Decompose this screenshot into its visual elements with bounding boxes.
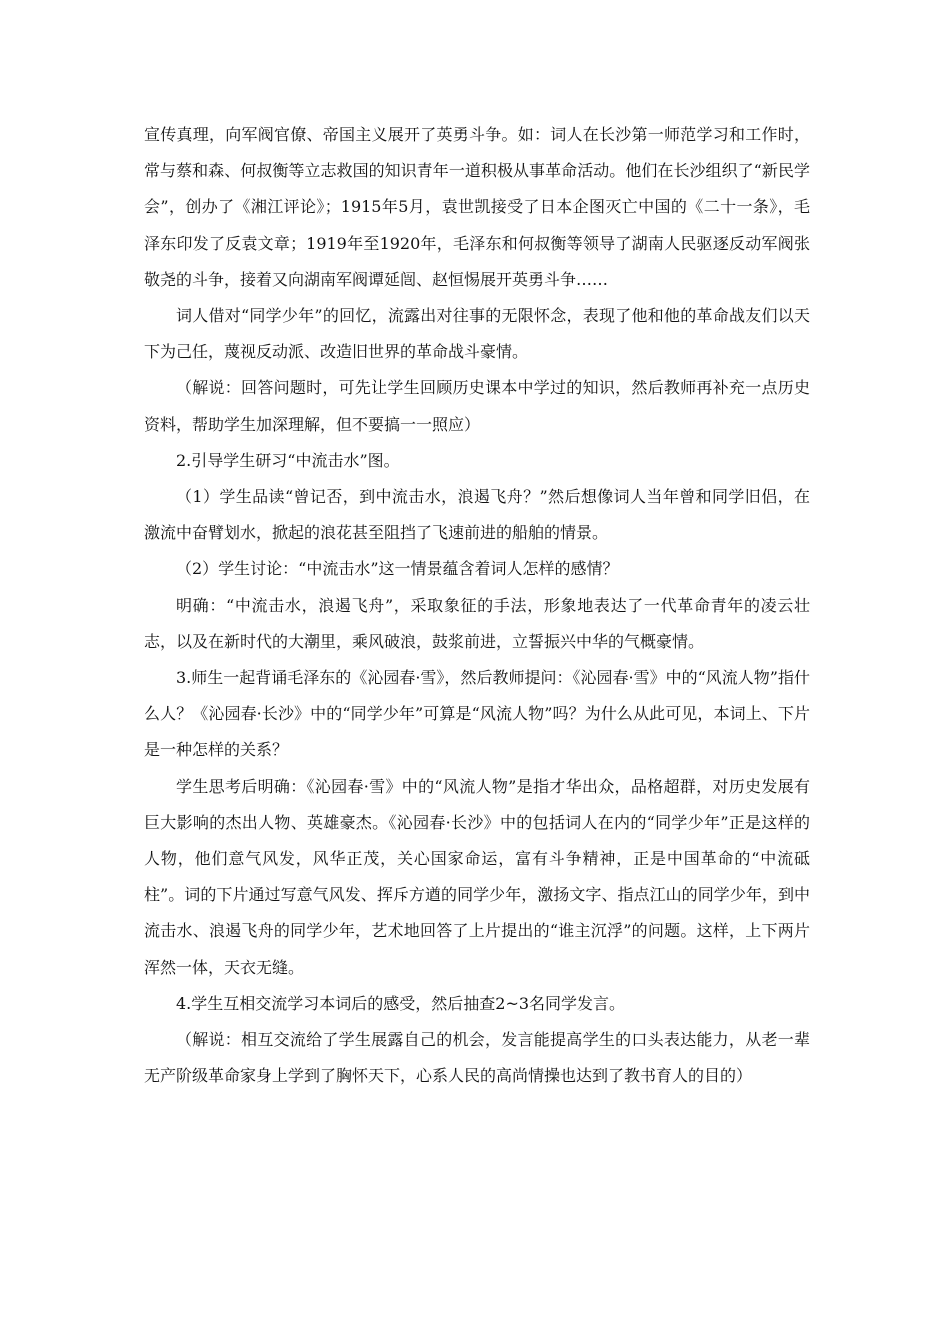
paragraph-clarification-2: 学生思考后明确：《沁园春·雪》中的“风流人物”是指才华出众，品格超群，对历史发展有巨大影响的杰出人物、英雄豪杰。《沁园春·长沙》中的包括词人在内的“同学少年”正是这样的人物，他们意气风发，风华正茂，关心国家命运，富有斗争精神，正是中国革命的“中流砥柱”。词的下片通过写意气风发、挥斥方遒的同学少年，激扬文字、指点江山的同学少年，到中流击水、浪遏飞舟的同学少年，艺术地回答了上片提出的“谁主沉浮”的问题。这样，上下两片浑然一体，天衣无缝。	[144, 776, 810, 977]
paragraph-recollection: 词人借对“同学少年”的回忆，流露出对往事的无限怀念，表现了他和他的革命战友们以天下为己任，蔑视反动派、改造旧世界的革命战斗豪情。	[144, 306, 810, 362]
paragraph-history-context: 宣传真理，向军阀官僚、帝国主义展开了英勇斗争。如：词人在长沙第一师范学习和工作时，常与蔡和森、何叔衡等立志救国的知识青年一道积极从事革命活动。他们在长沙组织了“新民学会”，创办了《湘江评论》；1915年5月，袁世凯接受了日本企图灭亡中国的《二十一条》，毛泽东印发了反袁文章；1919年至1920年，毛泽东和何叔衡等领导了湖南人民驱逐反动军阀张敬尧的斗争，接着又向湖南军阀谭延闿、赵恒惕展开英勇斗争……	[144, 125, 810, 289]
paragraph-step-2: 2.引导学生研习“中流击水”图。	[176, 450, 400, 470]
paragraph-step-3: 3.师生一起背诵毛泽东的《沁园春·雪》，然后教师提问：《沁园春·雪》中的“风流人物”指什么人？《沁园春·长沙》中的“同学少年”可算是“风流人物”吗？为什么从此可见，本词上、下片是一种怎样的关系？	[144, 668, 810, 760]
paragraph-step-4: 4.学生互相交流学习本词后的感受，然后抽查2~3名同学发言。	[176, 993, 626, 1013]
document-body	[144, 117, 810, 1094]
paragraph-step-2-1: （1）学生品读“曾记否，到中流击水，浪遏飞舟？”然后想像词人当年曾和同学旧侣，在激流中奋臂划水，掀起的浪花甚至阻挡了飞速前进的船舶的情景。	[144, 487, 810, 543]
paragraph-step-2-2: （2）学生讨论：“中流击水”这一情景蕴含着词人怎样的感情？	[176, 559, 619, 579]
paragraph-explanation-1: （解说：回答问题时，可先让学生回顾历史课本中学过的知识，然后教师再补充一点历史资料，帮助学生加深理解，但不要搞一一照应）	[144, 378, 810, 434]
paragraph-explanation-2: （解说：相互交流给了学生展露自己的机会，发言能提高学生的口头表达能力，从老一辈无产阶级革命家身上学到了胸怀天下，心系人民的高尚情操也达到了教书育人的目的）	[144, 1030, 810, 1086]
paragraph-clarification-1: 明确：“中流击水，浪遏飞舟”，采取象征的手法，形象地表达了一代革命青年的凌云壮志，以及在新时代的大潮里，乘风破浪，鼓浆前进，立誓振兴中华的气概豪情。	[144, 595, 810, 651]
